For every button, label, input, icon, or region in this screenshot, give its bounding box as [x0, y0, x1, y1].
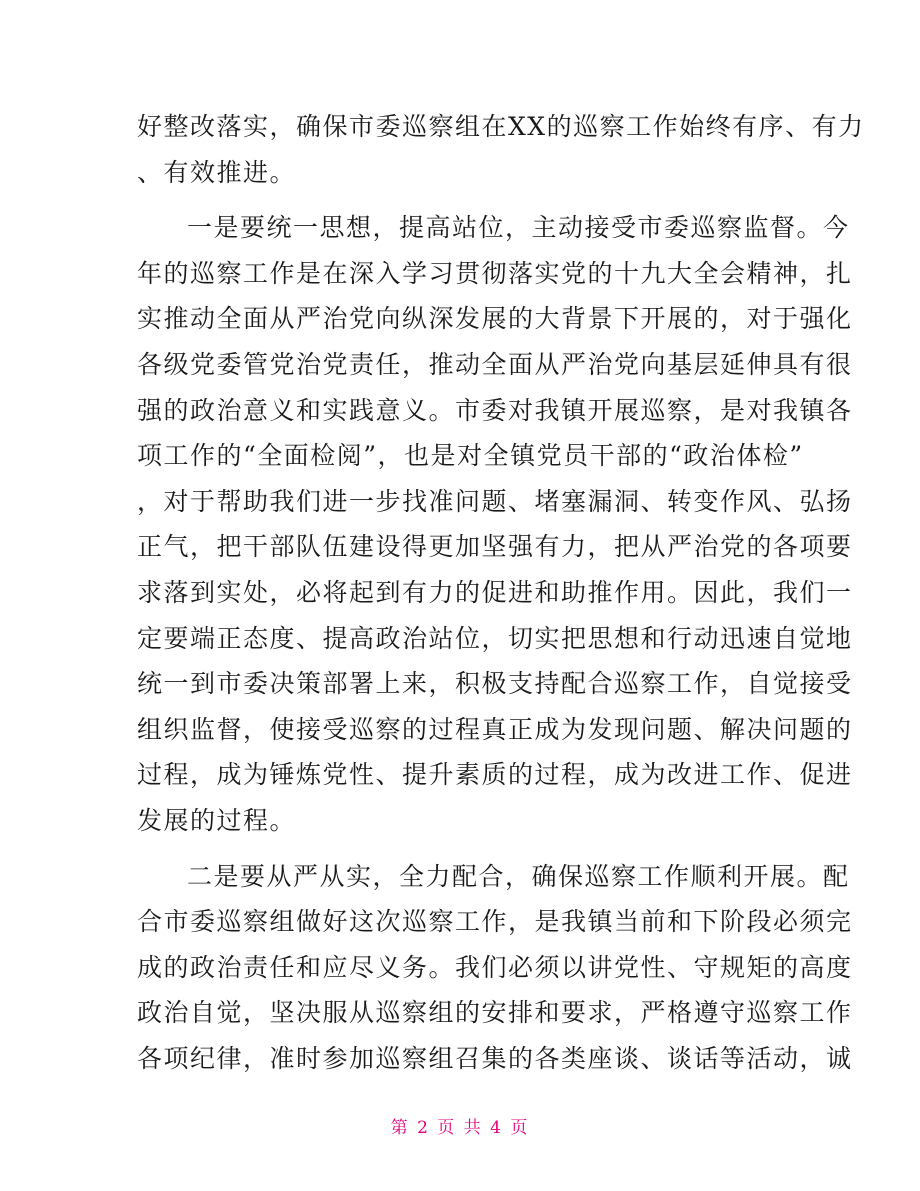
text-line: 一是要统一思想，提高站位，主动接受市委巡察监督。今	[187, 213, 850, 243]
text-line: 各项纪律，准时参加巡察组召集的各类座谈、谈话等活动，诚	[137, 1043, 853, 1073]
text-line: 定要端正态度、提高政治站位，切实把思想和行动迅速自觉地	[137, 623, 853, 653]
paragraph-gap	[137, 195, 797, 205]
text-line: 正气，把干部队伍建设得更加坚强有力，把从严治党的各项要	[137, 532, 853, 562]
text-line: 实推动全面从严治党向纵深发展的大背景下开展的，对于强化	[137, 304, 853, 334]
paragraph	[137, 104, 865, 195]
text-line: 政治自觉，坚决服从巡察组的安排和要求，严格遵守巡察工作	[137, 998, 853, 1028]
text-line: 、有效推进。	[137, 157, 297, 187]
text-line: ，对于帮助我们进一步找准问题、堵塞漏洞、转变作风、弘扬	[137, 486, 853, 516]
text-line: 成的政治责任和应尽义务。我们必须以讲党性、守规矩的高度	[137, 952, 853, 982]
text-line: 统一到市委决策部署上来，积极支持配合巡察工作，自觉接受	[137, 669, 853, 699]
text-line: 组织监督，使接受巡察的过程真正成为发现问题、解决问题的	[137, 714, 853, 744]
text-line: 好整改落实，确保市委巡察组在XX的巡察工作始终有序、有力	[137, 112, 865, 141]
document-body	[137, 104, 865, 1081]
text-line: 合市委巡察组做好这次巡察工作，是我镇当前和下阶段必须完	[137, 907, 853, 937]
page-footer: 第 2 页 共 4 页	[390, 1118, 530, 1138]
text-line: 二是要从严从实，全力配合，确保巡察工作顺利开展。配	[187, 861, 850, 891]
text-line: 过程，成为锤炼党性、提升素质的过程，成为改进工作、促进	[137, 760, 853, 790]
text-line: 发展的过程。	[137, 805, 297, 835]
text-line: 强的政治意义和实践意义。市委对我镇开展巡察，是对我镇各	[137, 395, 853, 425]
paragraph-gap	[137, 844, 797, 854]
text-line: 求落到实处，必将起到有力的促进和助推作用。因此，我们一	[137, 577, 853, 607]
paragraph	[137, 854, 853, 1082]
text-line: 项工作的“全面检阅”，也是对全镇党员干部的“政治体检”	[137, 441, 804, 471]
text-line: 年的巡察工作是在深入学习贯彻落实党的十九大全会精神，扎	[137, 258, 853, 288]
paragraph	[137, 205, 853, 843]
text-line: 各级党委管党治党责任，推动全面从严治党向基层延伸具有很	[137, 349, 853, 379]
